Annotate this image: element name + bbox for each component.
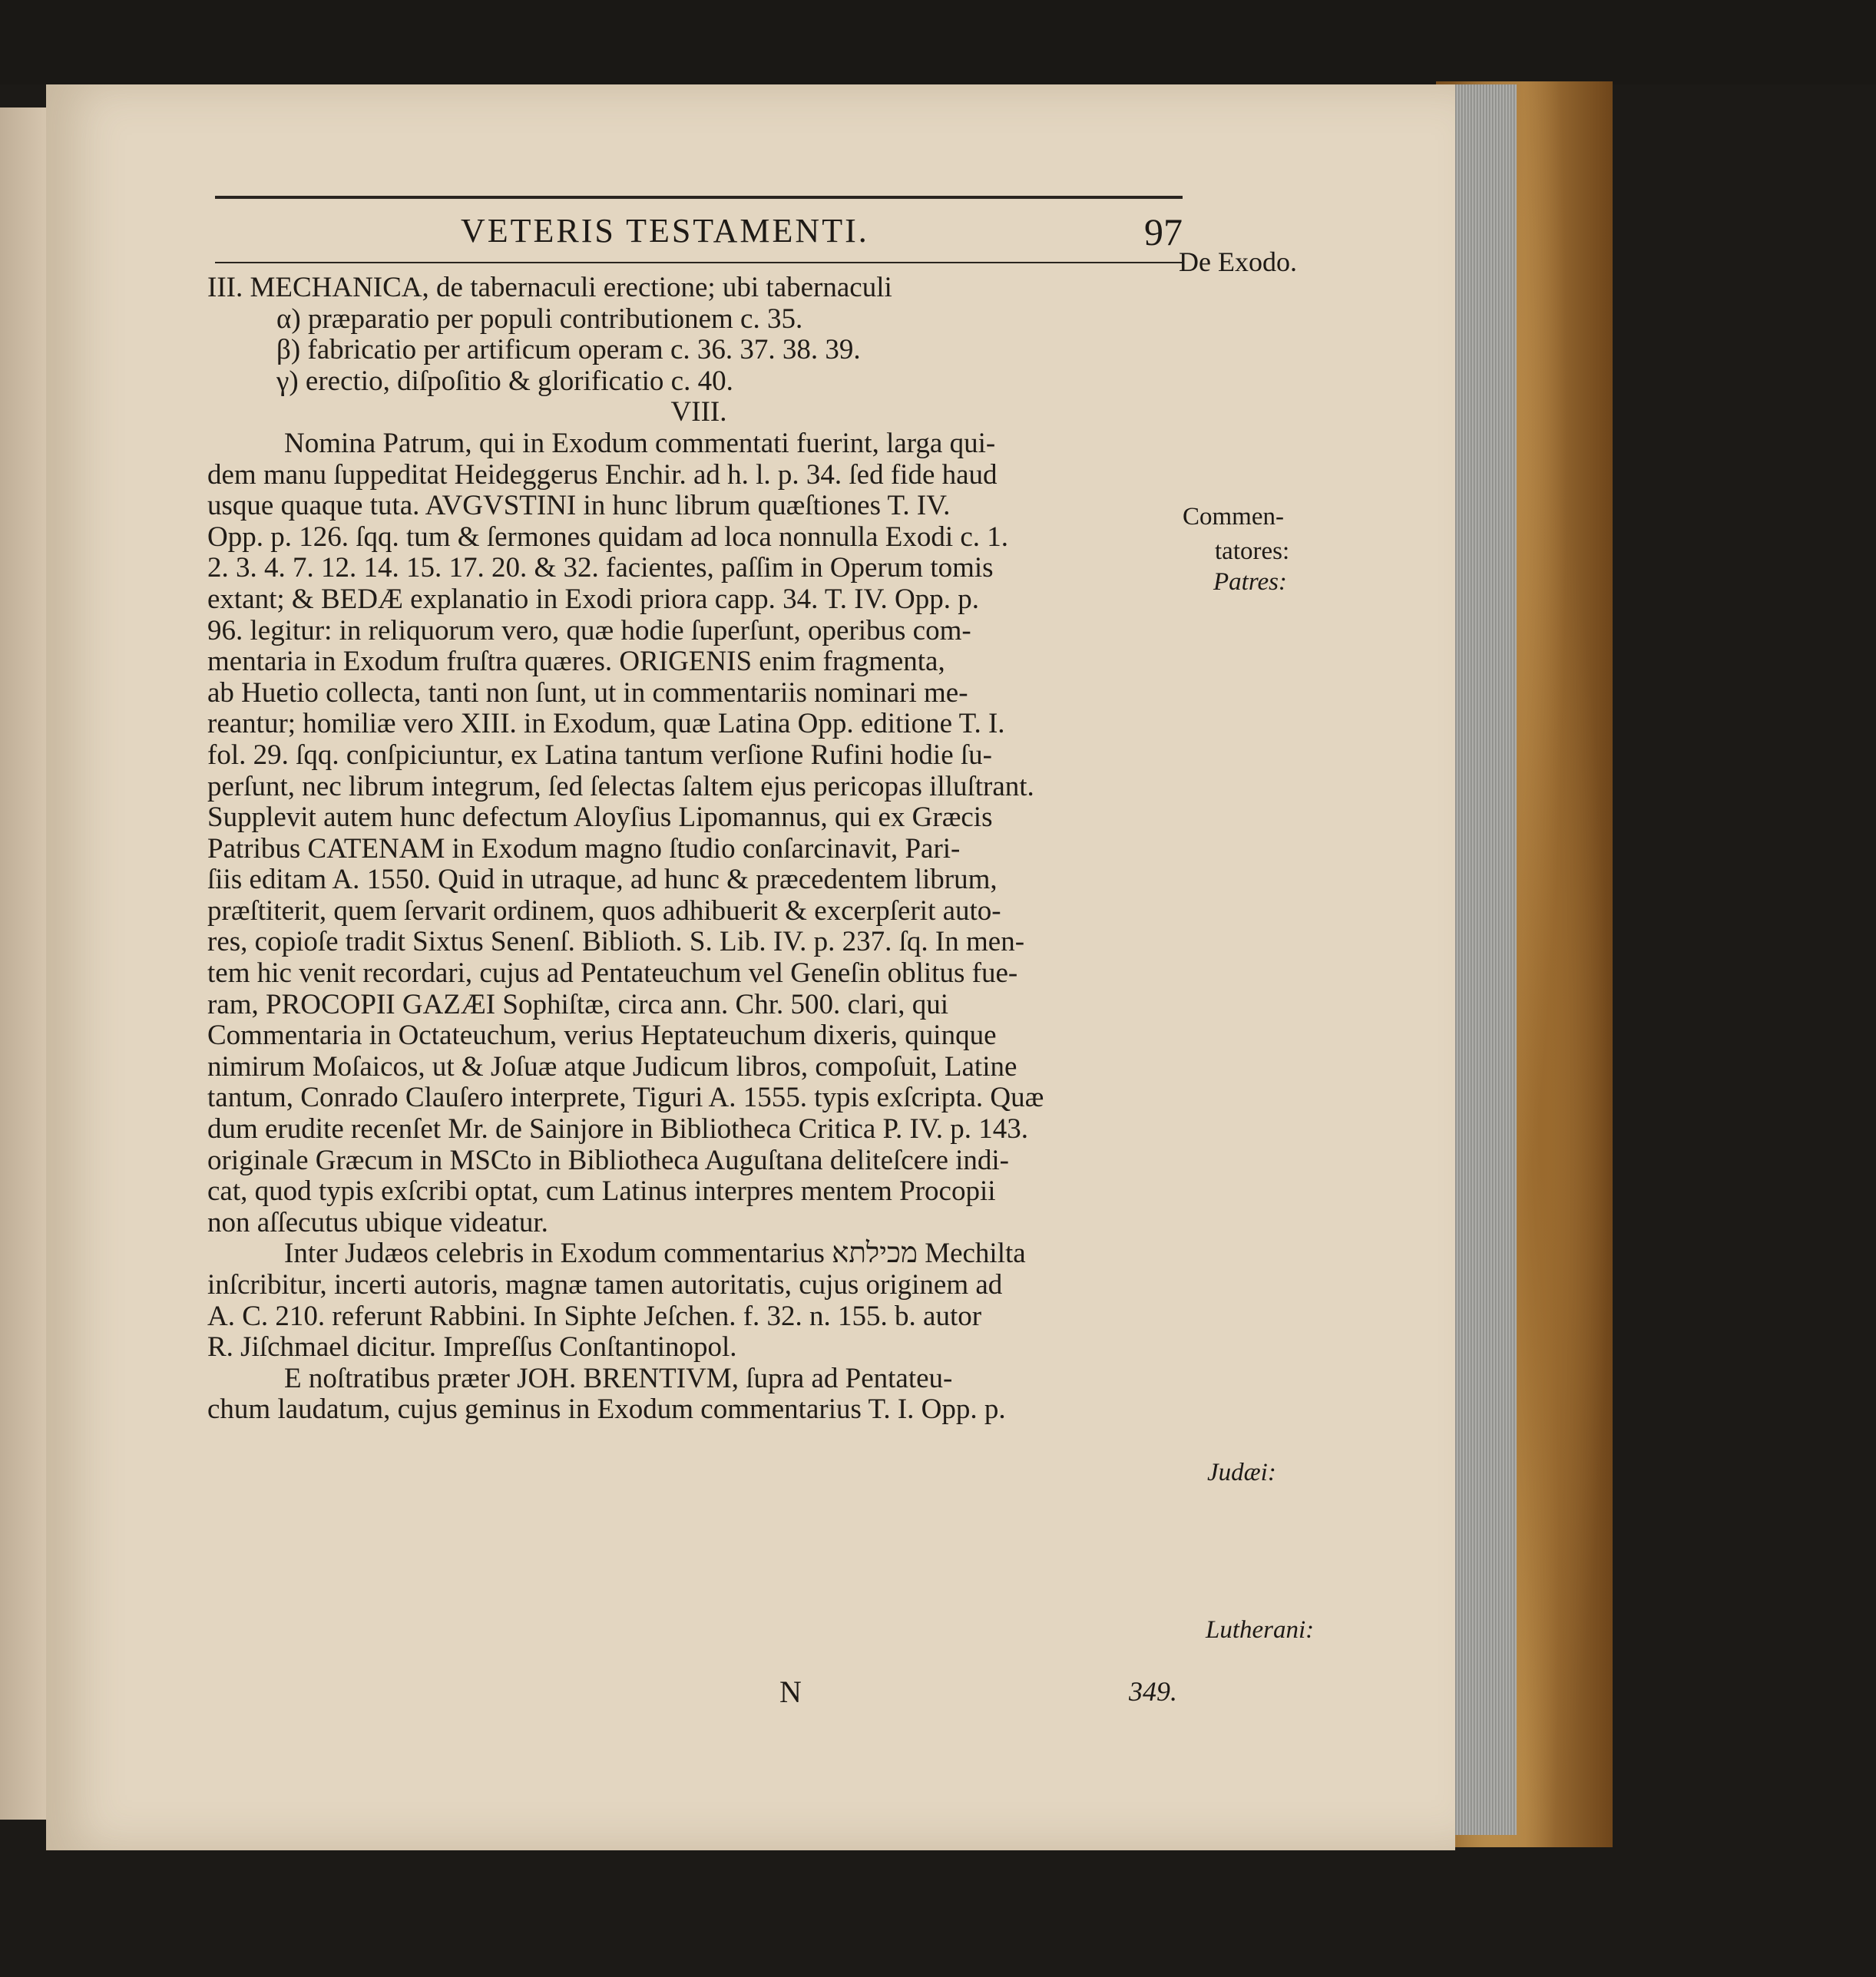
text-line: III. MECHANICA, de tabernaculi erectione; ubi tabernaculi <box>207 273 892 303</box>
text-line: β) fabricatio per artificum operam c. 36. 37. 38. 39. <box>276 335 861 366</box>
text-line: A. C. 210. referunt Rabbini. In Siphte Jeſchen. f. 32. n. 155. b. autor <box>207 1301 982 1332</box>
header-rule-top <box>215 196 1183 199</box>
text-line: usque quaque tuta. AVGVSTINI in hunc librum quæſtiones T. IV. <box>207 491 951 522</box>
text-line: γ) erectio, diſpoſitio & glorificatio c. 40. <box>276 365 733 397</box>
text-line: Commentaria in Octateuchum, verius Heptateuchum dixeris, quinque <box>207 1020 997 1052</box>
running-title: VETERIS TESTAMENTI. <box>461 212 869 250</box>
text-line: res, copioſe tradit Sixtus Senenſ. Biblioth. S. Lib. IV. p. 237. ſq. In men- <box>207 927 1025 958</box>
text-line: mentaria in Exodum fruſtra quæres. ORIGENIS enim fragmenta, <box>207 646 945 678</box>
text-line: Supplevit autem hunc defectum Aloyſius Lipomannus, qui ex Græcis <box>207 802 993 834</box>
page-number: 97 <box>1144 210 1183 253</box>
text-line: Inter Judæos celebris in Exodum commentarius מכילתא Mechilta <box>284 1238 1026 1270</box>
text-line: ab Huetio collecta, tanti non ſunt, ut in commentariis nominari me- <box>207 677 968 709</box>
header-rule-bottom <box>215 262 1183 263</box>
text-line: E noſtratibus præter JOH. BRENTIVM, ſupra ad Pentateu- <box>284 1363 953 1394</box>
margin-note-lutherani: Lutherani: <box>1206 1616 1315 1644</box>
text-line: reantur; homiliæ vero XIII. in Exodum, quæ Latina Opp. editione T. I. <box>207 709 1005 740</box>
signature-mark: N <box>779 1674 802 1709</box>
text-line: præſtiterit, quem ſervarit ordinem, quos adhibuerit & excerpſerit auto- <box>207 895 1001 927</box>
text-line: ram, PROCOPII GAZÆI Sophiſtæ, circa ann. Chr. 500. clari, qui <box>207 989 948 1020</box>
text-line: perſunt, nec librum integrum, ſed ſelectas ſaltem ejus pericopas illuſtrant. <box>207 771 1034 802</box>
text-line: dum erudite recenſet Mr. de Sainjore in Bibliotheca Critica P. IV. p. 143. <box>207 1114 1029 1146</box>
catchword: 349. <box>1129 1676 1177 1707</box>
text-line: Nomina Patrum, qui in Exodum commentati fuerint, larga qui- <box>284 428 996 459</box>
text-line: dem manu ſuppeditat Heideggerus Enchir. ad h. l. p. 34. ſed fide haud <box>207 459 998 491</box>
text-line: 2. 3. 4. 7. 12. 14. 15. 17. 20. & 32. facientes, paſſim in Operum tomis <box>207 553 994 584</box>
text-line: extant; & BEDÆ explanatio in Exodi priora capp. 34. T. IV. Opp. p. <box>207 584 979 615</box>
text-line: fol. 29. ſqq. conſpiciuntur, ex Latina tantum verſione Rufini hodie ſu- <box>207 739 992 771</box>
text-line: tem hic venit recordari, cujus ad Pentateuchum vel Geneſin oblitus fue- <box>207 958 1018 990</box>
text-line: Patribus CATENAM in Exodum magno ſtudio conſarcinavit, Pari- <box>207 833 961 865</box>
background-top <box>0 0 1876 84</box>
margin-note-commentatores-1: Commen- <box>1183 503 1284 531</box>
margin-note-de-exodo: De Exodo. <box>1179 246 1297 277</box>
text-line: non aſſecutus ubique videatur. <box>207 1207 548 1238</box>
text-line: chum laudatum, cujus geminus in Exodum commentarius T. I. Opp. p. <box>207 1394 1006 1426</box>
text-line: tantum, Conrado Clauſero interprete, Tiguri A. 1555. typis exſcripta. Quæ <box>207 1083 1044 1114</box>
text-line: R. Jiſchmael dicitur. Impreſſus Conſtantinopol. <box>207 1332 737 1364</box>
margin-note-judaei: Judæi: <box>1207 1459 1276 1486</box>
text-line: α) præparatio per populi contributionem c. 35. <box>276 303 803 335</box>
margin-note-patres: Patres: <box>1213 568 1287 596</box>
margin-note-commentatores-2: tatores: <box>1215 537 1290 565</box>
body-text <box>207 273 1190 1426</box>
running-header <box>215 196 1183 265</box>
section-number: VIII. <box>670 397 727 428</box>
text-line: inſcribitur, incerti autoris, magnæ tamen autoritatis, cujus originem ad <box>207 1270 1003 1301</box>
text-line: originale Græcum in MSCto in Bibliotheca Auguſtana deliteſcere indi- <box>207 1145 1010 1176</box>
text-line: Opp. p. 126. ſqq. tum & ſermones quidam ad loca nonnulla Exodi c. 1. <box>207 521 1009 553</box>
text-line: 96. legitur: in reliquorum vero, quæ hodie ſuperſunt, operibus com- <box>207 615 971 646</box>
text-line: ſiis editam A. 1550. Quid in utraque, ad hunc & præcedentem librum, <box>207 865 998 896</box>
text-line: cat, quod typis exſcribi optat, cum Latinus interpres mentem Procopii <box>207 1176 996 1208</box>
text-line: nimirum Moſaicos, ut & Joſuæ atque Judicum libros, compoſuit, Latine <box>207 1051 1017 1083</box>
